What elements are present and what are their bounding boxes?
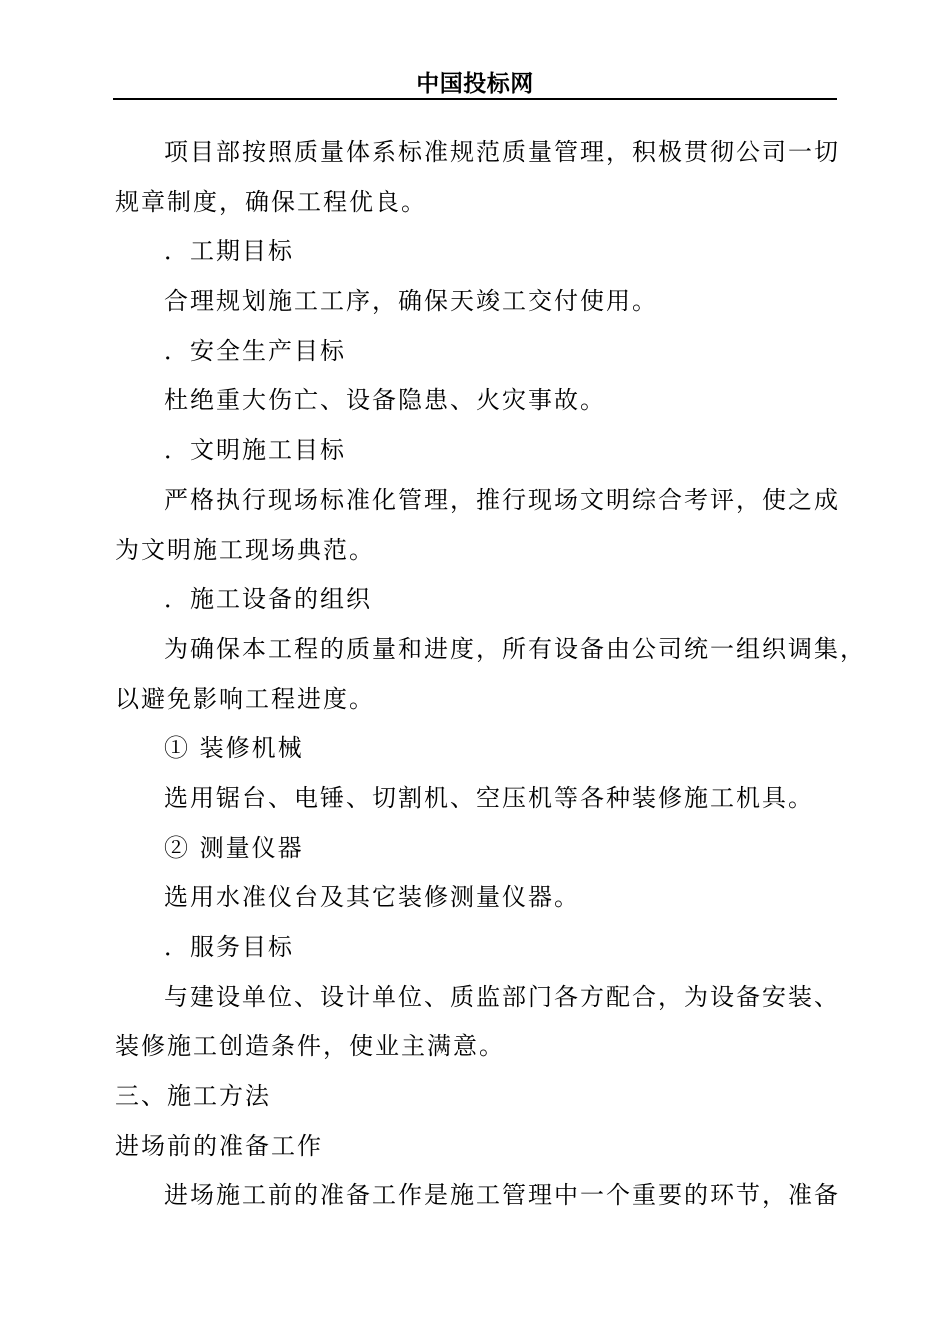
paragraph-line: 规章制度，确保工程优良。 [115, 187, 427, 216]
paragraph-line: 选用水准仪台及其它装修测量仪器。 [164, 883, 580, 912]
chapter-heading: 三、施工方法 [115, 1082, 271, 1111]
section-heading: ．施工设备的组织 [164, 585, 372, 614]
paragraph-line: 项目部按照质量体系标准规范质量管理，积极贯彻公司一切 [164, 138, 840, 166]
paragraph-line: 以避免影响工程进度。 [115, 684, 375, 713]
paragraph-line: 装修施工创造条件，使业主满意。 [115, 1032, 505, 1061]
section-heading: ．文明施工目标 [164, 436, 346, 465]
paragraph-line: 严格执行现场标准化管理，推行现场文明综合考评，使之成 [164, 485, 840, 514]
paragraph-line: 进场施工前的准备工作是施工管理中一个重要的环节，准备 [164, 1181, 840, 1210]
list-heading: ② 测量仪器 [164, 833, 304, 862]
page-header-title: 中国投标网 [416, 71, 534, 97]
paragraph-line: 为文明施工现场典范。 [115, 535, 375, 564]
paragraph-line: 与建设单位、设计单位、质监部门各方配合，为设备安装、 [164, 982, 840, 1011]
paragraph-line: 杜绝重大伤亡、设备隐患、火灾事故。 [164, 386, 606, 415]
paragraph-line: 为确保本工程的质量和进度，所有设备由公司统一组织调集， [164, 634, 866, 663]
section-heading: ．服务目标 [164, 933, 294, 961]
section-heading: ．安全生产目标 [164, 336, 346, 365]
paragraph-line: 选用锯台、电锤、切割机、空压机等各种装修施工机具。 [164, 783, 814, 812]
header-divider [113, 98, 837, 100]
list-heading: ① 装修机械 [164, 734, 304, 763]
section-heading: ．工期目标 [164, 237, 294, 266]
paragraph-line: 合理规划施工工序，确保天竣工交付使用。 [164, 287, 658, 316]
document-body [115, 128, 866, 1221]
subsection-heading: 进场前的准备工作 [115, 1131, 323, 1160]
